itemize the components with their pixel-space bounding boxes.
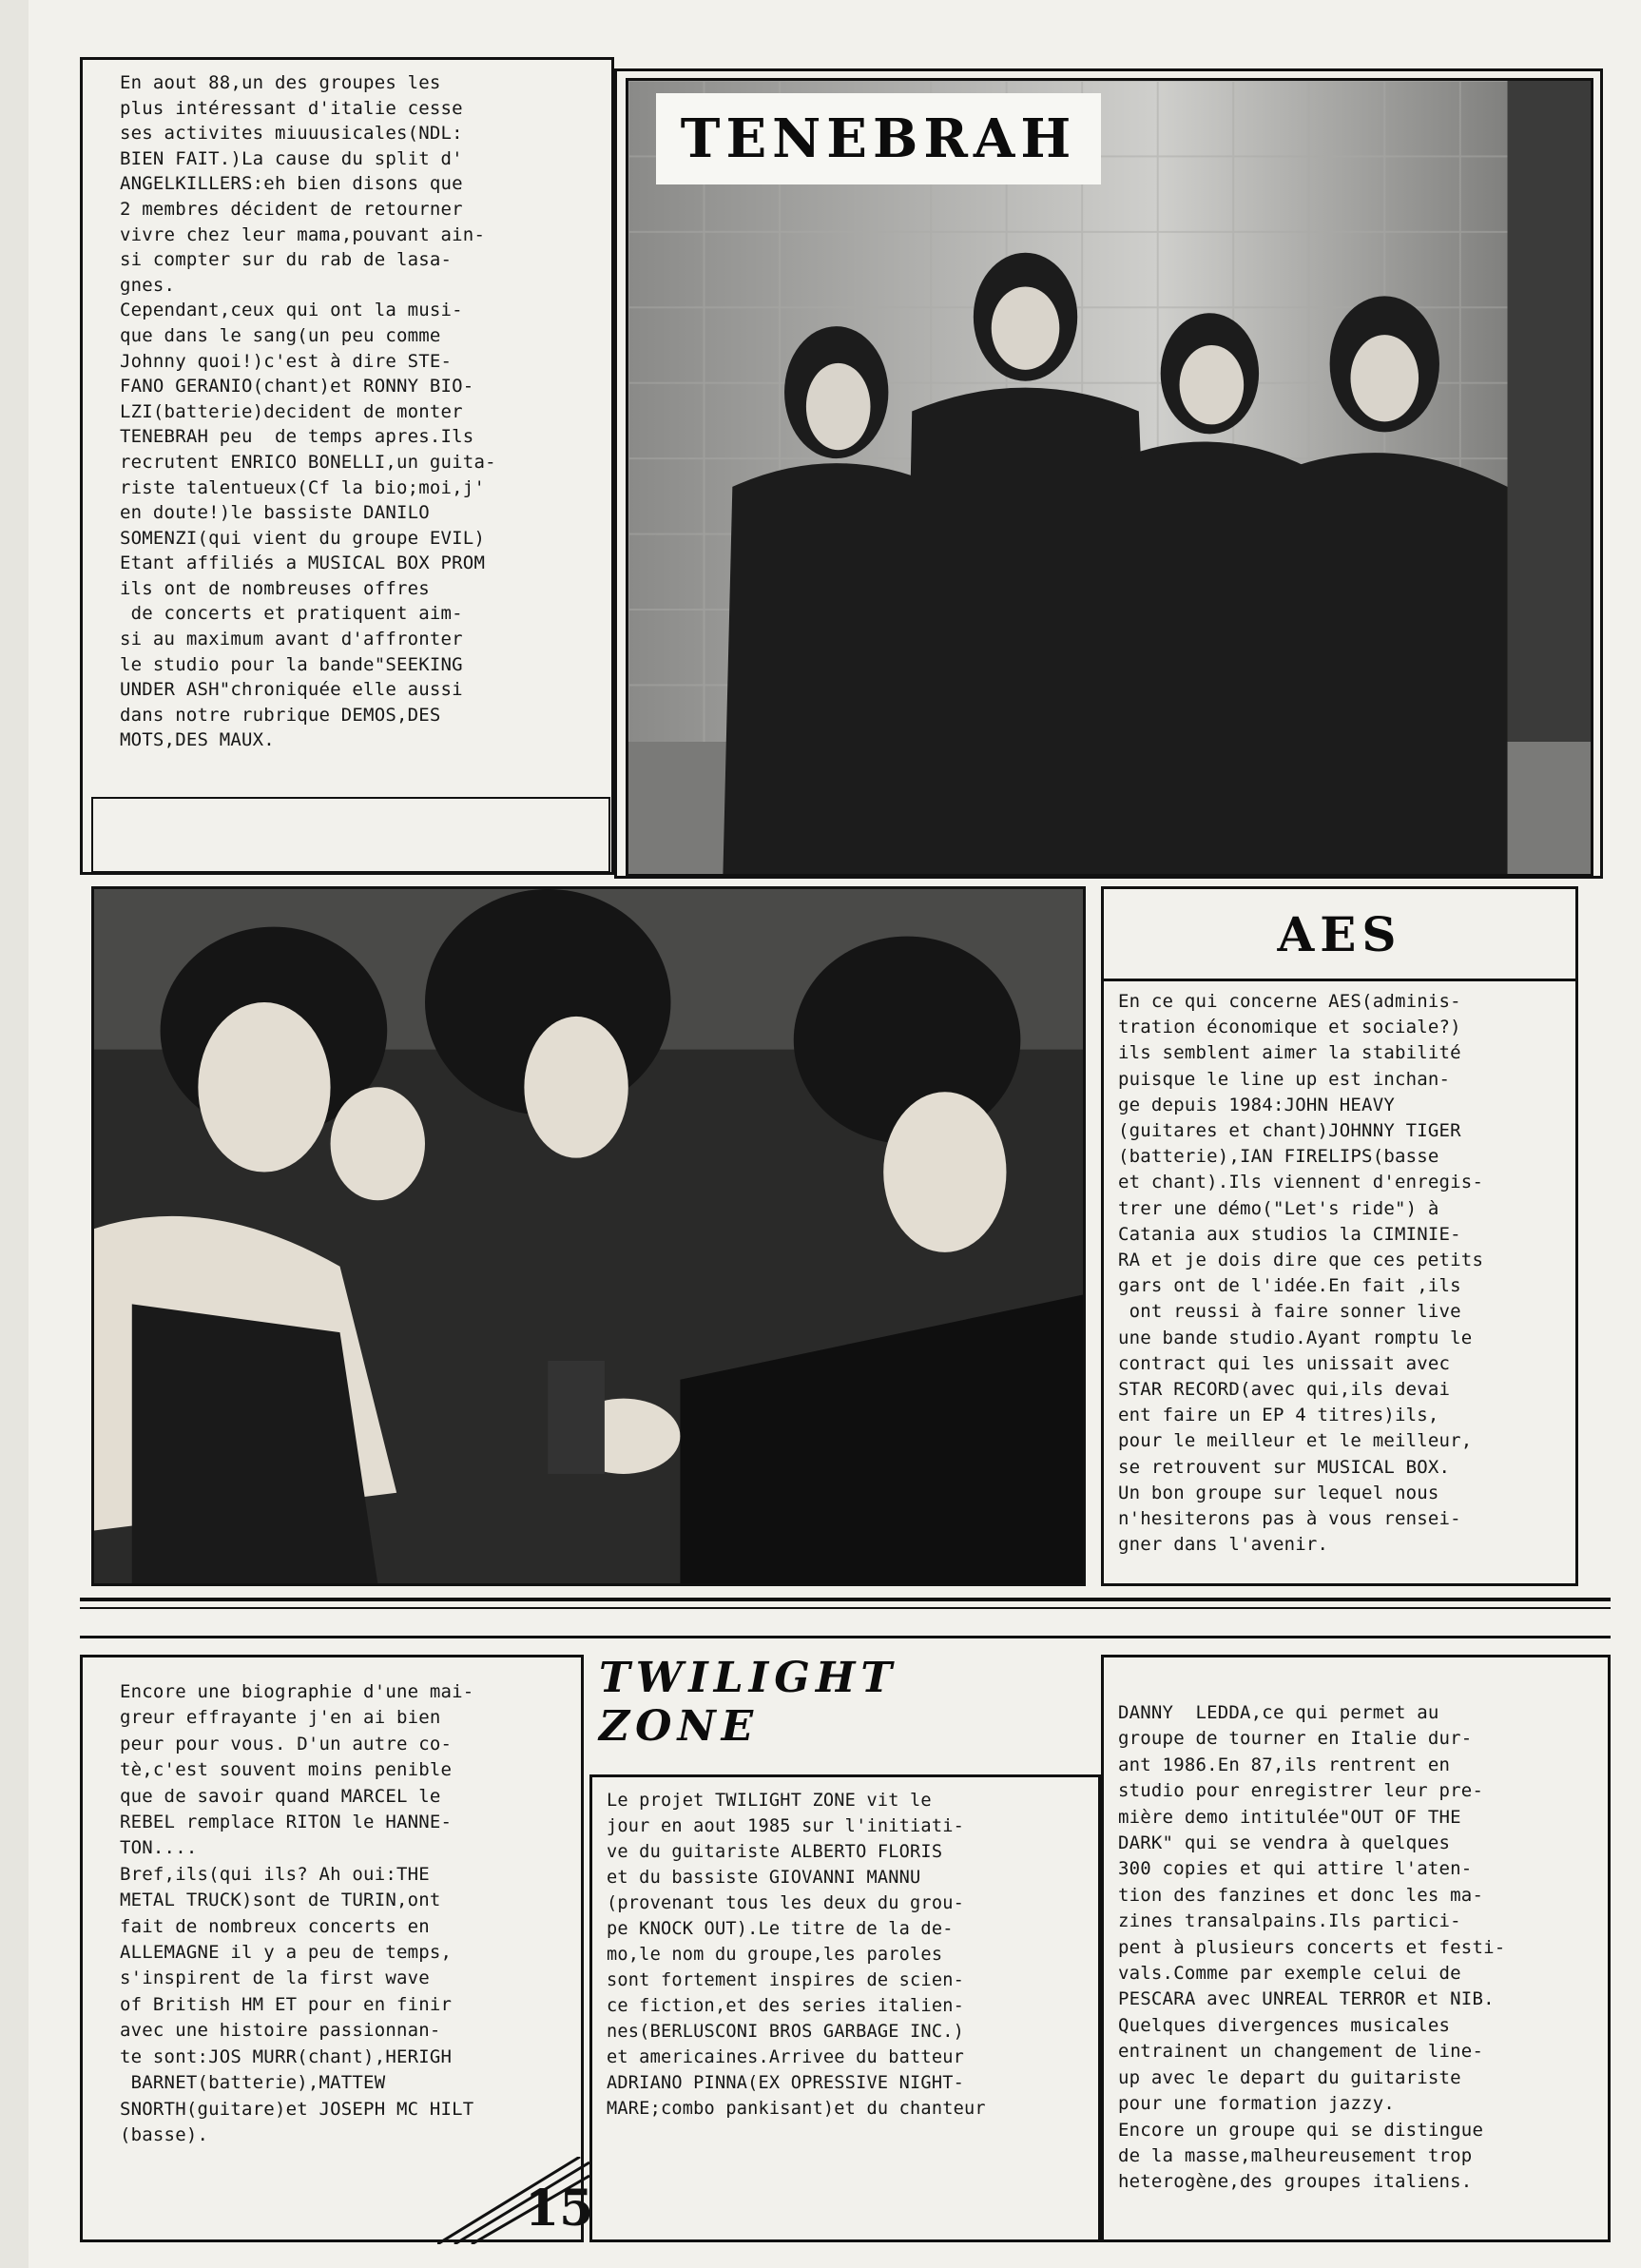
aes-article-text: En ce qui concerne AES(adminis- tration économique et sociale?) ils semblent aimer la stabilité puisque le line up est inchan- ge depuis 1984:JOHN HEAVY (guitares et chant)JOHNNY TIGER (batterie),IAN FIRELIPS(basse et chant).Ils viennent d'enregis- trer une démo("Let's ride") à Catania aux studios la CIMINIE- RA et je dois dire que ces petits gars ont de l'idée.En fait ,ils ont reussi à faire sonner live une bande studio.Ayant romptu le contract qui les unissait avec STAR RECORD(avec qui,ils devai ent faire un EP 4 titres)ils, pour le meilleur et le meilleur, se retrouvent sur MUSICAL BOX. Un bon groupe sur lequel nous n'hesiterons pas à vous rensei- gner dans l'avenir. bbox=[1118, 991, 1484, 1556]
tenebrah-article-text: En aout 88,un des groupes les plus intéressant d'italie cesse ses activites miuuusicales(NDL: BIEN FAIT.)La cause du split d' ANGELKILLERS:eh bien disons que 2 membres décident de retourner vivre chez leur mama,pouvant ain- si compter sur du rab de lasa- gnes. Cependant,ceux qui ont la musi- que dans le sang(un peu comme Johnny quoi!)c'est à dire STE- FANO GERANIO(chant)et RONNY BIO- LZI(batterie)decident de monter TENEBRAH peu de temps apres.Ils recrutent ENRICO BONELLI,un guita- riste talentueux(Cf la bio;moi,j' en doute!)le bassiste DANILO SOMENZI(qui vient du groupe EVIL) Etant affiliés a MUSICAL BOX PROM ils ont de nombreuses offres de concerts et pratiquent aim- si au maximum avant d'affronter le studio pour la bande"SEEKING UNDER ASH"chroniquée elle aussi dans notre rubrique DEMOS,DES MOTS,DES MAUX. bbox=[120, 72, 496, 751]
section-divider-line-2 bbox=[80, 1607, 1611, 1609]
twilight-zone-text-col1: Le projet TWILIGHT ZONE vit le jour en aout 1985 sur l'initiati- ve du guitariste ALBERTO FLORIS et du bassiste GIOVANNI MANNU (provenant tous les deux du grou- pe KNOCK OUT).Le titre de la de- mo,le nom du groupe,les paroles sont fortement inspires de scien- ce fiction,et des series italien- nes(BERLUSCONI BROS GARBAGE INC.) et americaines.Arrivee du batteur ADRIANO PINNA(EX OPRESSIVE NIGHT- MARE;combo pankisant)et du chanteur bbox=[607, 1791, 986, 2119]
page-edge bbox=[0, 0, 29, 2268]
aes-logo-text: AES bbox=[1277, 905, 1402, 962]
metal-truck-article-text: Encore une biographie d'une mai- greur effrayante j'en ai bien peur pour vous. D'un autre co- tè,c'est souvent moins penible que de savoir quand MARCEL le REBEL remplace RITON le HANNE- TON.... Bref,ils(qui ils? Ah oui:THE METAL TRUCK)sont de TURIN,ont fait de nombreux concerts en ALLEMAGNE il y a peu de temps, s'inspirent de la first wave of British HM ET pour en finir avec une histoire passionnan- te sont:JOS MURR(chant),HERIGH BARNET(batterie),MATTEW SNORTH(guitare)et JOSEPH MC HILT (basse). bbox=[120, 1681, 474, 2145]
tenebrah-logo bbox=[656, 93, 1101, 184]
tenebrah-band-photo bbox=[626, 78, 1593, 877]
page-number: 15 bbox=[525, 2180, 594, 2238]
twilight-zone-text-col2: DANNY LEDDA,ce qui permet au groupe de tourner en Italie dur- ant 1986.En 87,ils rentrent en studio pour enregistrer leur pre- mière demo intitulée"OUT OF THE DARK" qui se vendra à quelques 300 copies et qui attire l'aten- tion des fanzines et donc les ma- zines transalpains.Ils partici- pent à plusieurs concerts et festi- vals.Comme par exemple celui de PESCARA avec UNREAL TERROR et NIB. Quelques divergences musicales entrainent un changement de line- up avec le depart du guitariste pour une formation jazzy. Encore un groupe qui se distingue de la masse,malheureusement trop heterogène,des groupes italiens. bbox=[1118, 1702, 1506, 2193]
section-divider-line-1 bbox=[80, 1598, 1611, 1601]
tenebrah-logo-text: TENEBRAH bbox=[680, 107, 1077, 170]
aes-logo bbox=[1105, 890, 1574, 978]
aes-band-photo bbox=[91, 886, 1086, 1586]
twilight-zone-logo bbox=[599, 1636, 1036, 1769]
tenebrah-text-bottom-box bbox=[91, 797, 610, 873]
twilight-zone-logo-text: TWILIGHT ZONE bbox=[599, 1654, 898, 1751]
